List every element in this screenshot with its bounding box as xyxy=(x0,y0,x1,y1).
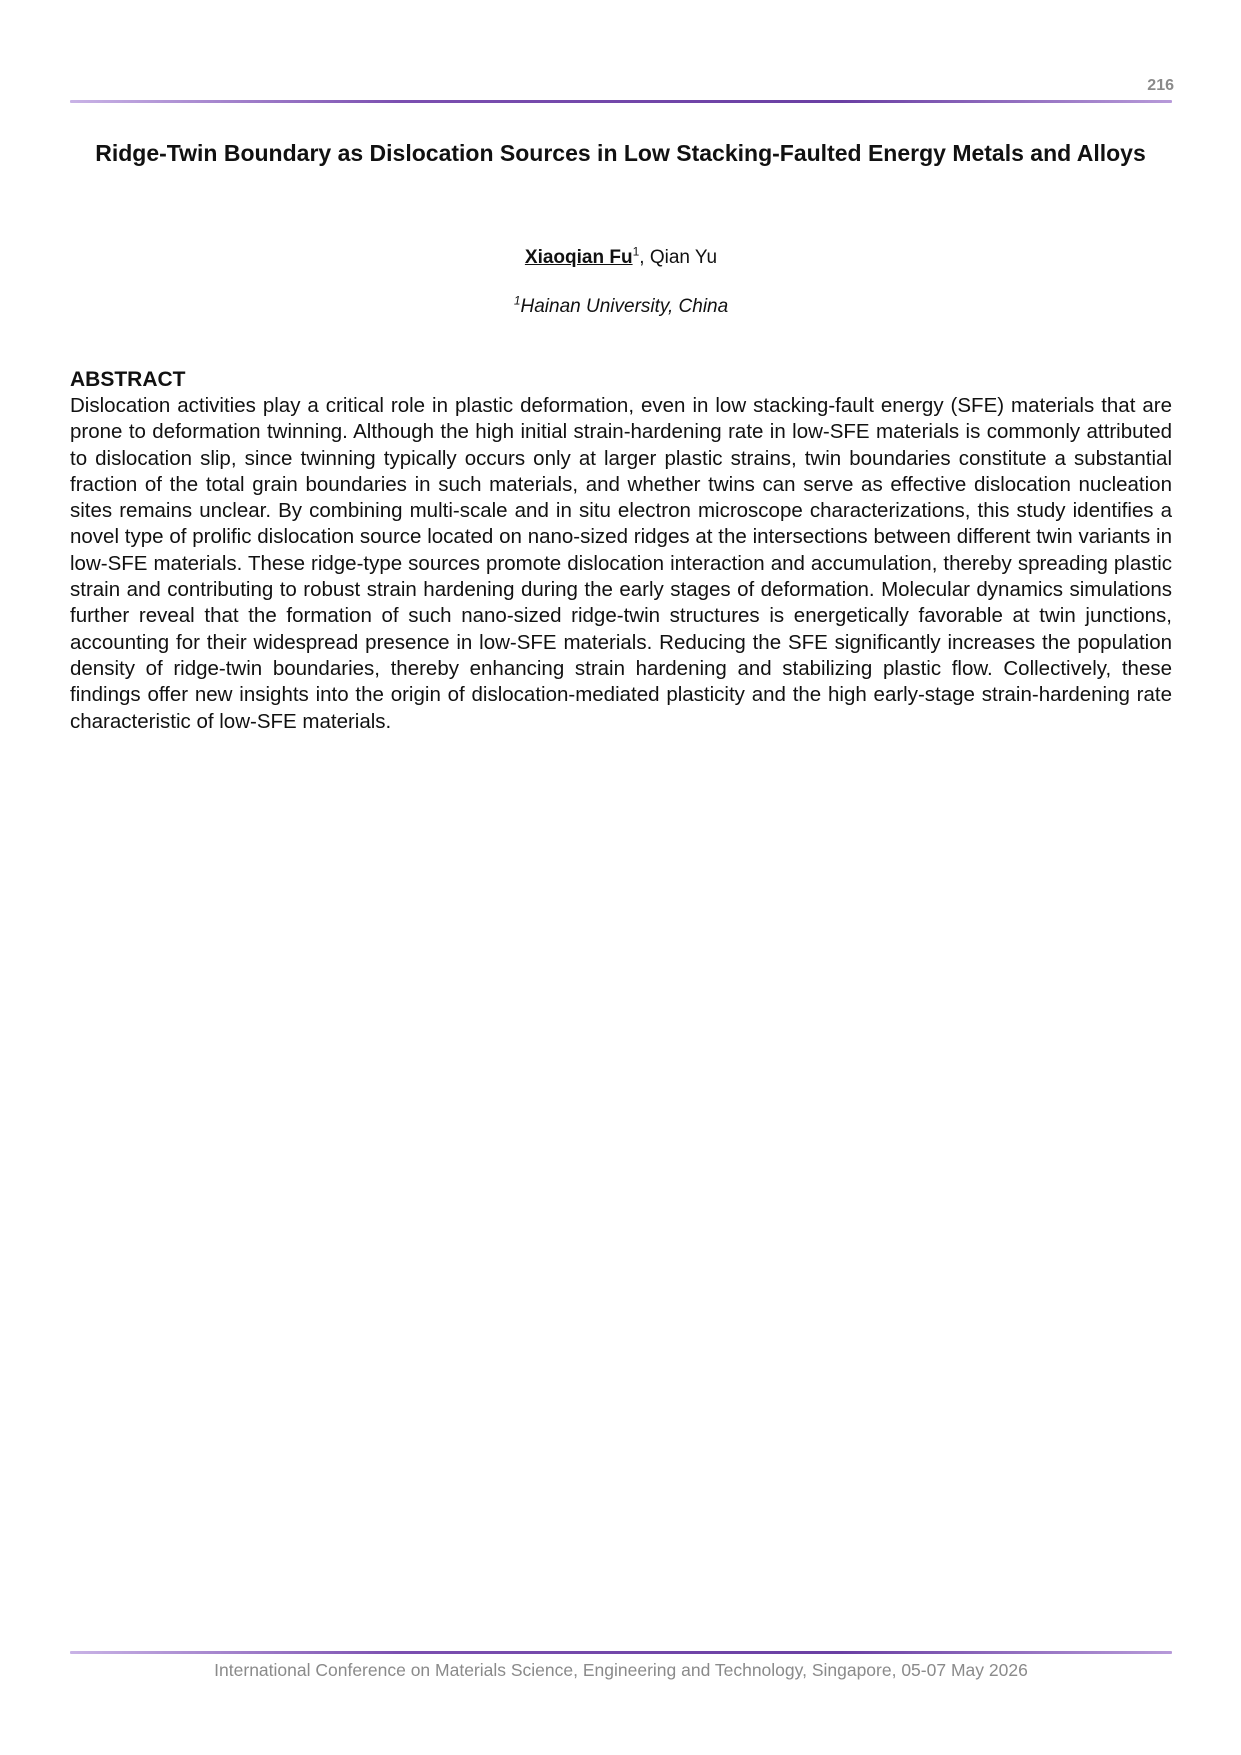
footer-divider xyxy=(70,1651,1172,1654)
header-divider xyxy=(70,100,1172,103)
author-line xyxy=(70,244,1172,269)
affiliation xyxy=(70,293,1172,318)
abstract-body: Dislocation activities play a critical role in plastic deformation, even in low stacking-fault energy (SFE) materials that are prone to deformation twinning. Although the high initial strain-hardening rate in low-SFE materials is commonly attributed to dislocation slip, since twinning typically occurs only at larger plastic strains, twin boundaries constitute a substantial fraction of the total grain boundaries in such materials, and whether twins can serve as effective dislocation nucleation sites remains unclear. By combining multi-scale and in situ electron microscope characterizations, this study identifies a novel type of prolific dislocation source located on nano-sized ridges at the intersections between different twin variants in low-SFE materials. These ridge-type sources promote dislocation interaction and accumulation, thereby spreading plastic strain and contributing to robust strain hardening during the early stages of deformation. Molecular dynamics simulations further reveal that the formation of such nano-sized ridge-twin structures is energetically favorable at twin junctions, accounting for their widespread presence in low-SFE materials. Reducing the SFE significantly increases the population density of ridge-twin boundaries, thereby enhancing strain hardening and stabilizing plastic flow. Collectively, these findings offer new insights into the origin of dislocation-mediated plasticity and the high early-stage strain-hardening rate characteristic of low-SFE materials. xyxy=(70,394,1172,733)
affiliation-mark: 1 xyxy=(513,293,521,308)
paper-title: Ridge-Twin Boundary as Dislocation Sources in Low Stacking-Faulted Energy Metals and Alloys xyxy=(95,140,1146,166)
affiliation-text: Hainan University, China xyxy=(520,296,729,317)
abstract-heading: ABSTRACT xyxy=(70,368,186,391)
presenting-author: Xiaoqian Fu xyxy=(524,247,633,268)
page-number: 216 xyxy=(1147,77,1174,94)
conference-footer: International Conference on Materials Science, Engineering and Technology, Singapore, 05-07 May 2026 xyxy=(214,1660,1028,1680)
presenting-author-affiliation-mark: 1 xyxy=(632,244,640,259)
co-authors: , Qian Yu xyxy=(639,247,718,268)
